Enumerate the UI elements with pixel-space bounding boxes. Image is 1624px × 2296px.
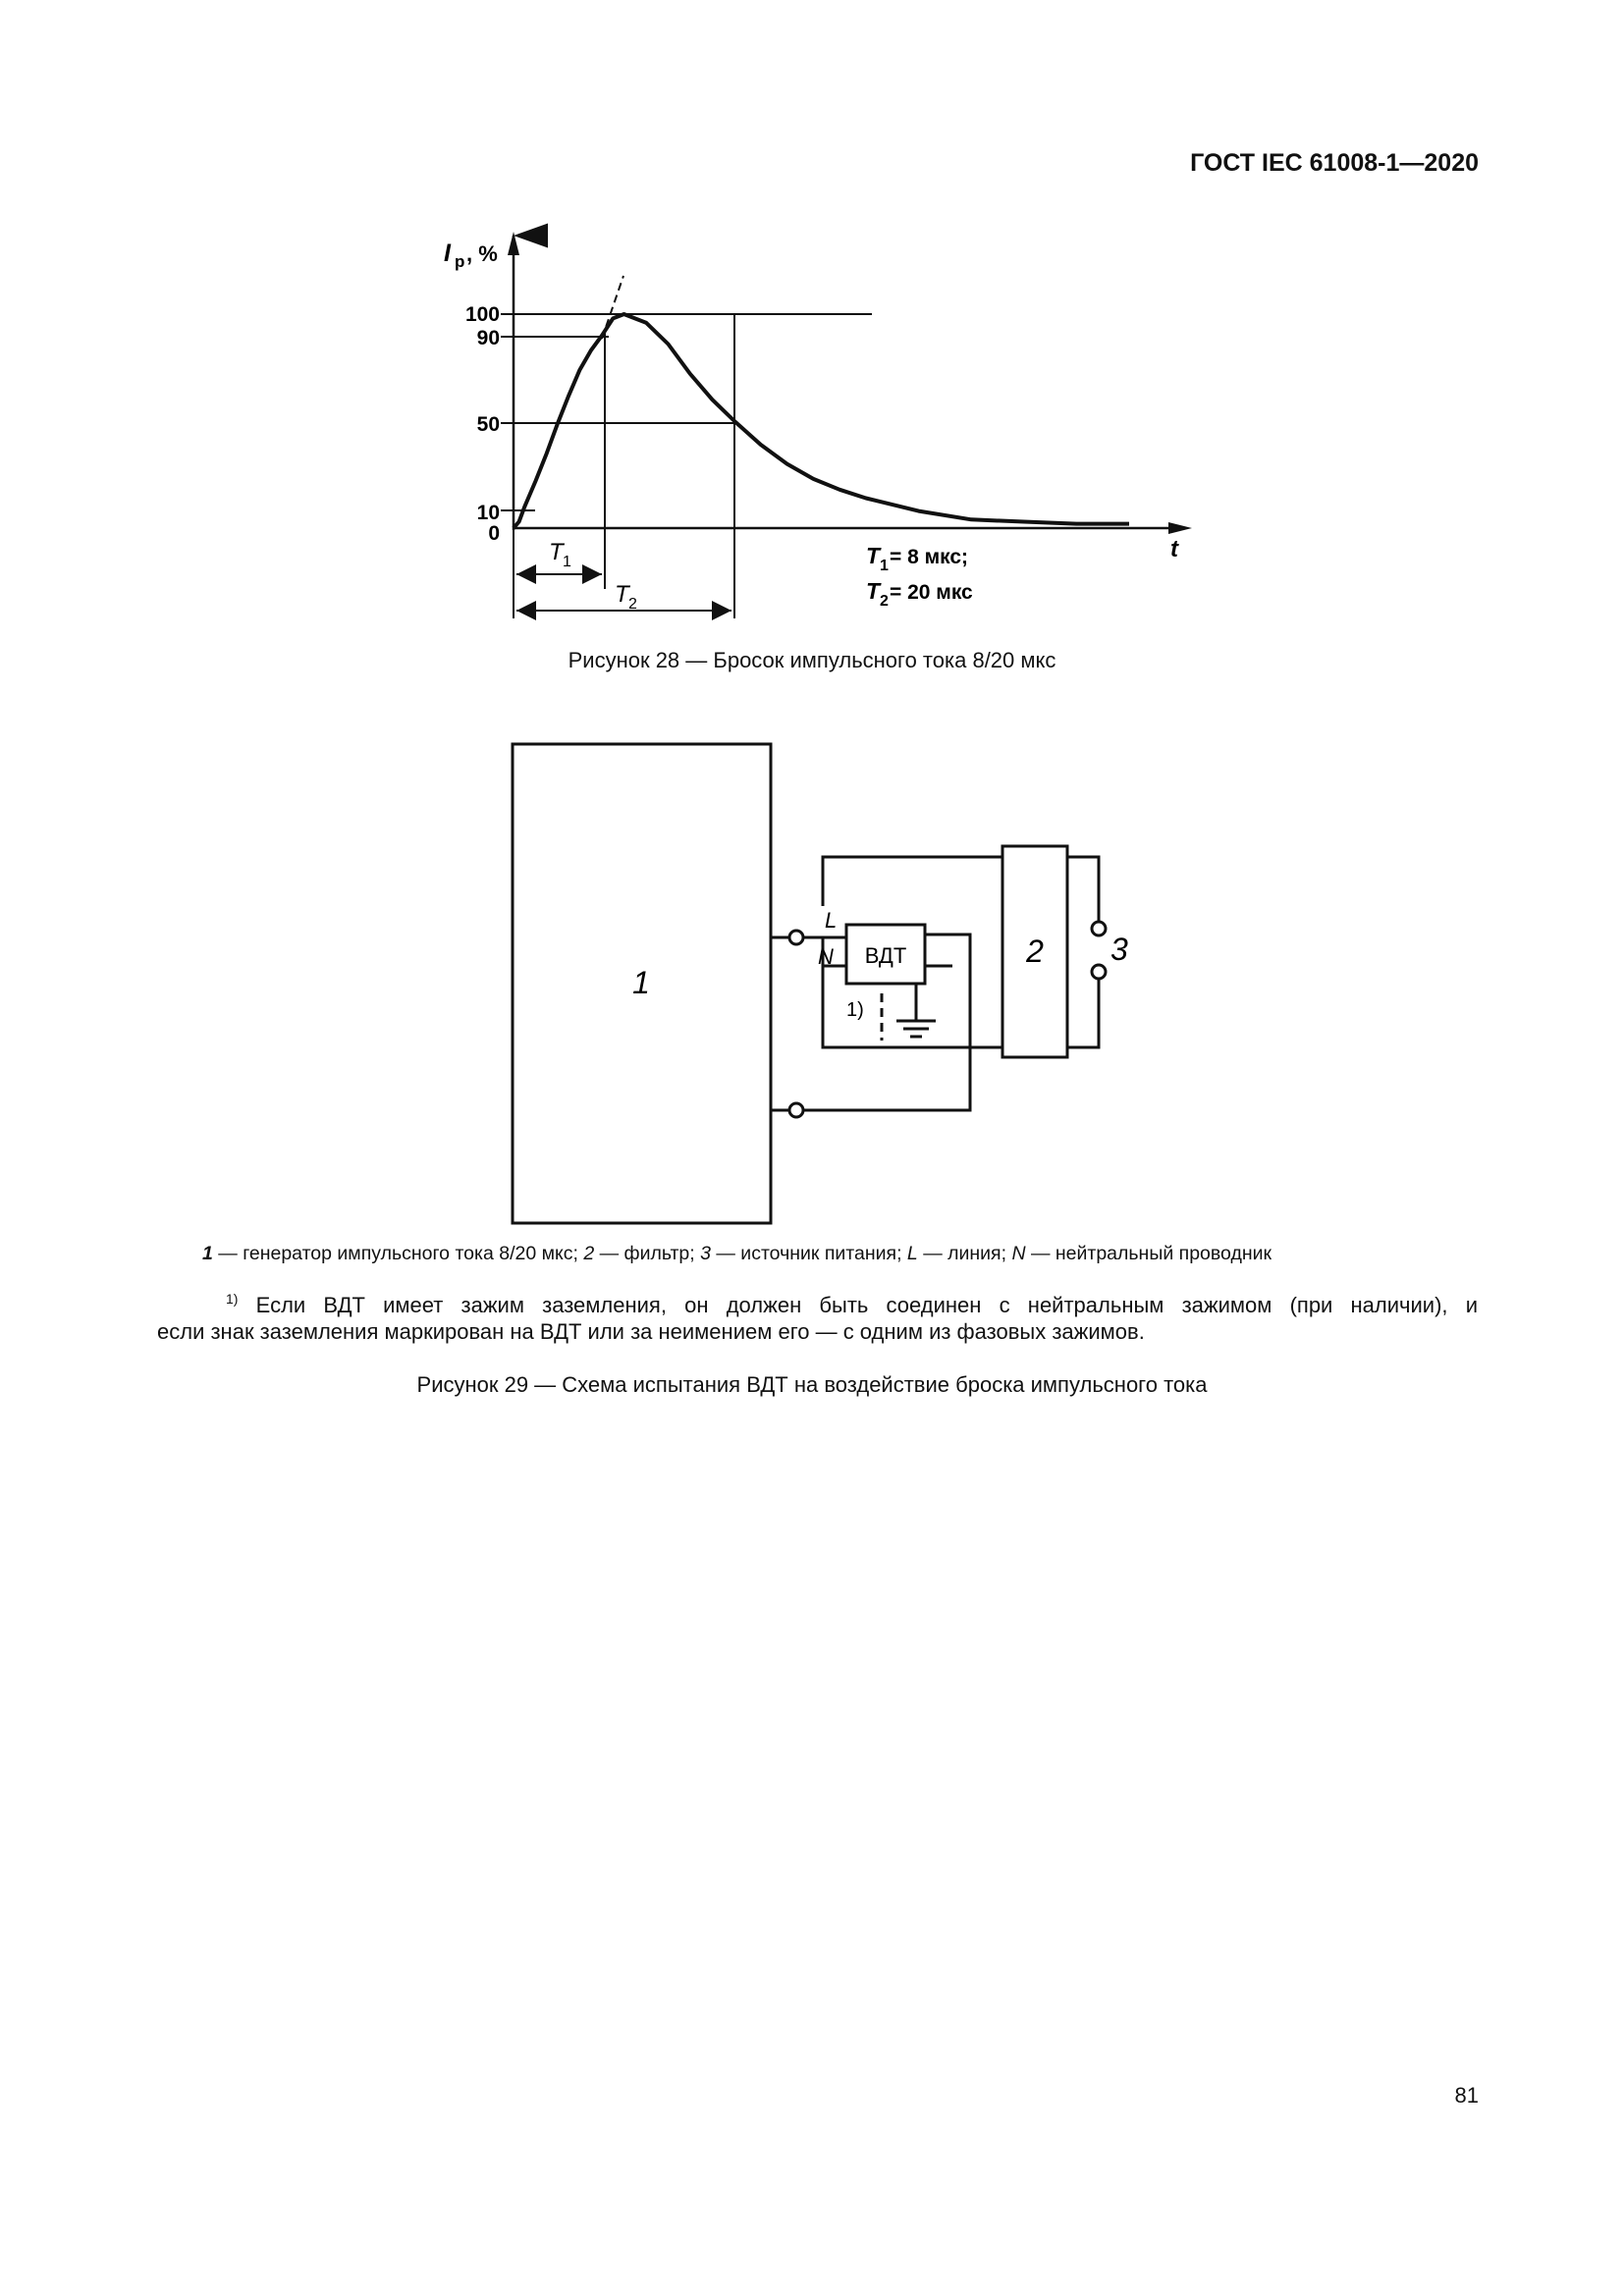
rcd-block	[846, 925, 925, 984]
wire-top-loop	[823, 857, 1002, 906]
y-axis-label-sub: p	[455, 252, 465, 271]
wire-source-top	[1067, 857, 1099, 921]
source-label: 3	[1110, 932, 1128, 967]
t2-label: T	[615, 581, 629, 608]
x-axis-label: t	[1170, 536, 1178, 562]
filter-block	[1002, 846, 1067, 1057]
note-mark-label: 1)	[846, 999, 864, 1021]
figure-29-caption: Рисунок 29 — Схема испытания ВДТ на воздействие броска импульсного тока	[416, 1372, 1208, 1397]
generator-block	[513, 744, 771, 1223]
y-tick-100: 100	[464, 303, 500, 326]
rcd-label: ВДТ	[864, 943, 907, 968]
figure-28-caption: Рисунок 28 — Бросок импульсного тока 8/20 мкс	[568, 648, 1056, 672]
y-axis-arrow	[508, 232, 519, 255]
x-axis-arrow	[1168, 522, 1192, 534]
y-tick-50: 50	[476, 413, 500, 436]
y-tick-0: 0	[488, 522, 500, 545]
t2-note-prefix: T	[866, 578, 881, 604]
line-label: L	[825, 908, 838, 933]
t1-note-prefix: T	[866, 543, 881, 568]
figure-29-legend: 1 — генератор импульсного тока 8/20 мкс; 2 — фильтр; 3 — источник питания; L — линия; N — нейтральный проводник	[202, 1243, 1272, 1264]
t1-note-sub: 1	[880, 558, 889, 574]
t2-note-sub: 2	[880, 593, 889, 610]
source-terminal-bottom	[1092, 965, 1106, 979]
current-waveform	[514, 314, 1129, 528]
wire-rcd-right	[803, 934, 970, 1110]
wire-source-bottom	[1067, 980, 1099, 1047]
y-axis-label-unit: , %	[466, 241, 498, 266]
t2-label-sub: 2	[628, 596, 637, 613]
neutral-label: N	[818, 944, 834, 969]
t2-note-value: = 20 мкс	[890, 581, 973, 604]
page-number: 81	[1454, 2083, 1479, 2108]
footnote-mark: 1)	[226, 1291, 239, 1307]
figure-29-footnote: $^{1)}$ Если ВДТ имеет зажим заземления, он должен быть соединен с нейтральным зажимом (при наличии), и если знак заземления маркирован на ВДТ или за неимением его — с одним из фазовых зажимов.	[157, 1291, 1478, 1344]
filter-label: 2	[1026, 934, 1044, 969]
wire-neutral-loop	[823, 937, 1002, 1047]
y-axis-label: I	[444, 240, 451, 267]
generator-label: 1	[632, 965, 650, 1000]
y-tick-90: 90	[476, 327, 500, 349]
tangent-dashed	[602, 276, 623, 339]
source-terminal-top	[1092, 922, 1106, 935]
t1-label: T	[549, 539, 564, 565]
document-code: ГОСТ IEC 61008-1—2020	[1190, 149, 1479, 177]
t1-label-sub: 1	[563, 554, 571, 570]
terminal-bottom	[789, 1103, 803, 1117]
terminal-top	[789, 931, 803, 944]
y-tick-10: 10	[476, 502, 500, 524]
t1-note-value: = 8 мкс;	[890, 546, 969, 568]
